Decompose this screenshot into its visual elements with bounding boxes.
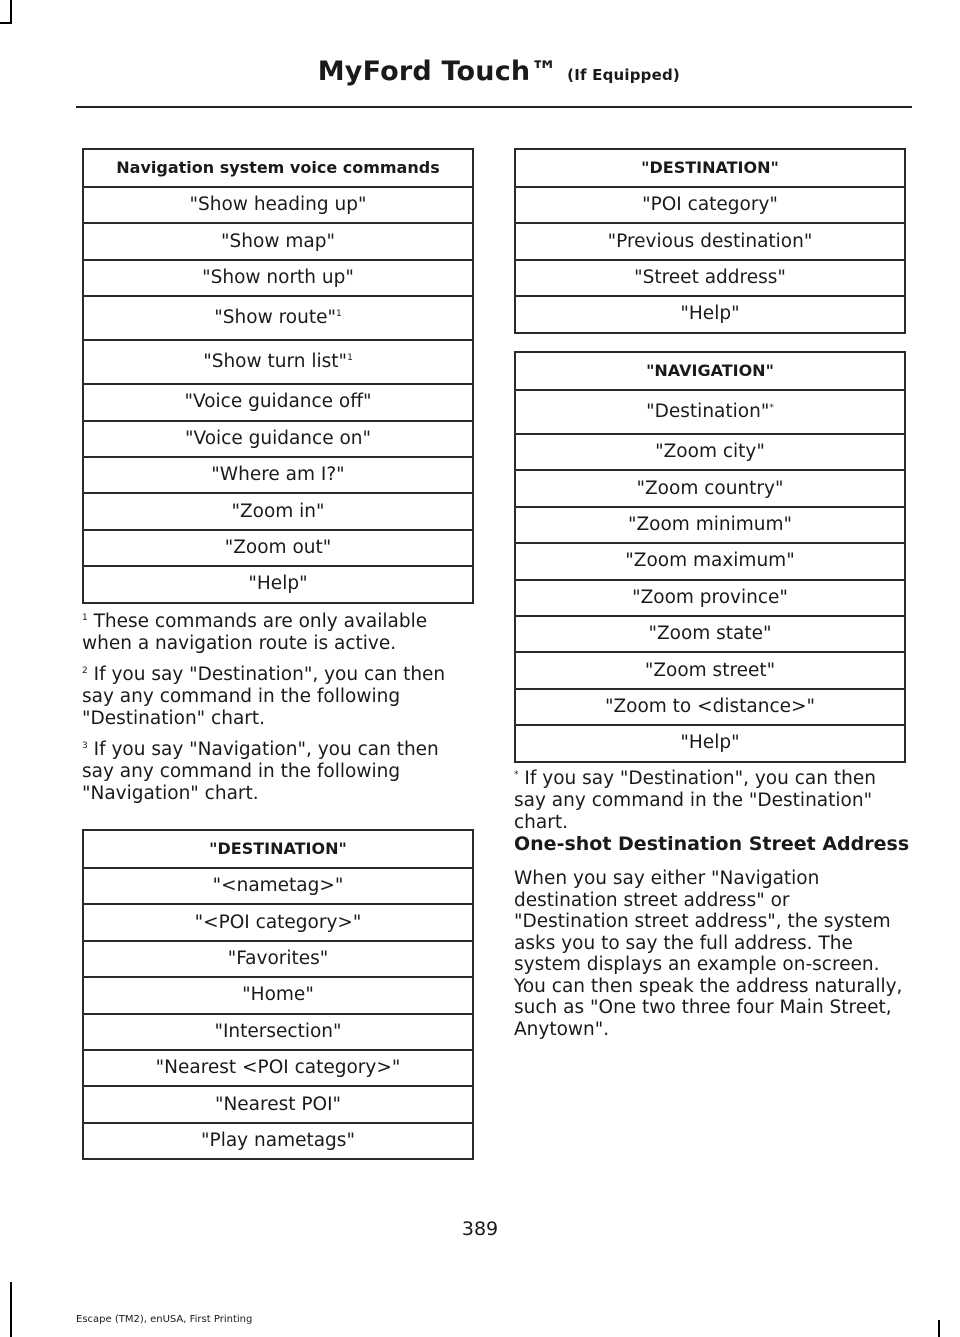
command-cell bbox=[83, 904, 473, 940]
command-text: "Show heading up" bbox=[189, 194, 367, 216]
command-text: "Zoom maximum" bbox=[625, 550, 795, 572]
footnote bbox=[82, 611, 476, 655]
table-row bbox=[515, 296, 905, 332]
command-cell bbox=[83, 457, 473, 493]
right-footnote bbox=[514, 768, 908, 843]
table-row bbox=[83, 260, 473, 296]
table-row bbox=[83, 493, 473, 529]
page-header bbox=[318, 56, 680, 87]
command-cell bbox=[515, 296, 905, 332]
command-text: "Help" bbox=[680, 303, 740, 325]
command-text: "Help" bbox=[680, 732, 740, 754]
table-row bbox=[515, 187, 905, 223]
table-row bbox=[515, 725, 905, 761]
command-cell bbox=[515, 689, 905, 725]
command-cell bbox=[83, 566, 473, 602]
destination-table-right bbox=[514, 148, 906, 334]
command-text: "Help" bbox=[248, 573, 308, 595]
table-row bbox=[83, 296, 473, 340]
command-text: "Play nametags" bbox=[201, 1129, 355, 1151]
navigation-table bbox=[514, 351, 906, 763]
command-cell bbox=[83, 384, 473, 420]
command-text: "<nametag>" bbox=[212, 875, 344, 897]
footnote-text: If you say "Navigation", you can then say any command in the following "Navigation" chart. bbox=[82, 739, 439, 804]
table-row bbox=[83, 1014, 473, 1050]
footnote-text: If you say "Destination", you can then say any command in the "Destination" chart. bbox=[514, 768, 876, 833]
nav-voice-commands-table bbox=[82, 148, 474, 604]
command-text: "Zoom to <distance>" bbox=[604, 695, 816, 717]
section-body: When you say either "Navigation destination street address" or "Destination street address", the system asks you to say the full address. The system displays an example on-screen. You can then speak the address naturally, such as "One two three four Main Street, Anytown". bbox=[514, 868, 903, 1040]
command-cell bbox=[515, 260, 905, 296]
command-cell bbox=[83, 1086, 473, 1122]
command-cell bbox=[515, 390, 905, 434]
command-cell bbox=[83, 1123, 473, 1159]
command-text: "Zoom out" bbox=[224, 536, 332, 558]
command-cell bbox=[83, 421, 473, 457]
command-cell bbox=[83, 1050, 473, 1086]
page-number: 389 bbox=[461, 1218, 499, 1240]
table-row bbox=[83, 566, 473, 602]
table-row bbox=[83, 1086, 473, 1122]
command-text: "Where am I?" bbox=[211, 464, 345, 486]
table-row bbox=[83, 1050, 473, 1086]
command-cell bbox=[83, 260, 473, 296]
table-row bbox=[515, 616, 905, 652]
footnote-ref: 1 bbox=[347, 353, 353, 364]
table-row bbox=[83, 530, 473, 566]
footnote-text: These commands are only available when a navigation route is active. bbox=[82, 611, 428, 654]
command-text: "Voice guidance on" bbox=[184, 427, 372, 449]
command-text: "Show turn list" bbox=[203, 351, 348, 373]
command-text: "Show north up" bbox=[202, 266, 354, 288]
command-text: "Intersection" bbox=[214, 1020, 342, 1042]
footnote-mark: 3 bbox=[82, 740, 88, 751]
command-text: "Zoom province" bbox=[632, 586, 788, 608]
command-text: "Favorites" bbox=[227, 947, 329, 969]
header-title: MyFord Touch™ bbox=[317, 56, 558, 87]
command-cell bbox=[515, 223, 905, 259]
header-subtitle: (If Equipped) bbox=[567, 66, 680, 84]
command-cell bbox=[83, 493, 473, 529]
command-cell bbox=[83, 1014, 473, 1050]
table-row bbox=[515, 689, 905, 725]
footnote bbox=[82, 739, 476, 805]
command-text: "Zoom street" bbox=[644, 659, 776, 681]
footnote-text: If you say "Destination", you can then say any command in the following "Destination" chart. bbox=[82, 664, 446, 729]
table-row bbox=[515, 543, 905, 579]
table-row bbox=[83, 868, 473, 904]
table-heading: "DESTINATION" bbox=[515, 149, 905, 187]
table-heading: "NAVIGATION" bbox=[515, 352, 905, 390]
command-text: "Zoom minimum" bbox=[627, 513, 793, 535]
left-footnotes bbox=[82, 611, 476, 814]
command-text: "Voice guidance off" bbox=[184, 391, 372, 413]
table-row bbox=[515, 507, 905, 543]
table-row bbox=[515, 652, 905, 688]
table-row bbox=[515, 470, 905, 506]
table-row bbox=[83, 384, 473, 420]
command-cell bbox=[515, 434, 905, 470]
command-cell bbox=[515, 187, 905, 223]
command-text: "Nearest <POI category>" bbox=[155, 1057, 401, 1079]
command-cell bbox=[83, 187, 473, 223]
table-row bbox=[83, 1123, 473, 1159]
footer-print-info: Escape (TM2), enUSA, First Printing bbox=[76, 1314, 253, 1325]
table-row bbox=[83, 187, 473, 223]
table-row bbox=[83, 340, 473, 384]
table-row bbox=[83, 941, 473, 977]
destination-table-left bbox=[82, 829, 474, 1160]
table-row bbox=[83, 904, 473, 940]
crop-mark bbox=[10, 1282, 12, 1337]
command-cell bbox=[515, 580, 905, 616]
command-cell bbox=[83, 977, 473, 1013]
command-cell bbox=[515, 543, 905, 579]
command-text: "Home" bbox=[242, 984, 314, 1006]
table-row bbox=[83, 457, 473, 493]
command-cell bbox=[83, 223, 473, 259]
command-text: "<POI category>" bbox=[194, 911, 362, 933]
table-heading: "DESTINATION" bbox=[83, 830, 473, 868]
table-heading: Navigation system voice commands bbox=[83, 149, 473, 187]
footnote-mark: 1 bbox=[82, 612, 88, 623]
crop-mark bbox=[938, 1320, 940, 1337]
command-text: "Zoom city" bbox=[655, 441, 765, 463]
command-cell bbox=[515, 616, 905, 652]
table-row bbox=[515, 390, 905, 434]
footnote-mark: 2 bbox=[82, 665, 88, 676]
command-text: "Previous destination" bbox=[607, 230, 813, 252]
command-cell bbox=[515, 470, 905, 506]
table-row bbox=[515, 260, 905, 296]
crop-mark bbox=[0, 22, 12, 24]
command-cell bbox=[83, 296, 473, 340]
command-text: "Zoom country" bbox=[636, 477, 784, 499]
table-row bbox=[83, 223, 473, 259]
command-text: "Destination" bbox=[646, 401, 770, 422]
command-text: "Street address" bbox=[634, 266, 786, 288]
command-text: "POI category" bbox=[642, 194, 778, 216]
command-cell bbox=[83, 530, 473, 566]
command-cell bbox=[83, 868, 473, 904]
command-cell bbox=[83, 941, 473, 977]
command-cell bbox=[515, 725, 905, 761]
footnote bbox=[82, 664, 476, 730]
table-row bbox=[83, 421, 473, 457]
command-text: "Show route" bbox=[214, 307, 336, 329]
table-row bbox=[83, 977, 473, 1013]
footnote-ref: * bbox=[769, 402, 774, 413]
crop-mark bbox=[10, 0, 12, 22]
table-row bbox=[515, 434, 905, 470]
command-text: "Nearest POI" bbox=[214, 1093, 342, 1115]
footnote-mark: * bbox=[514, 769, 519, 780]
header-rule bbox=[76, 106, 912, 108]
section-heading: One-shot Destination Street Address bbox=[514, 833, 910, 855]
footnote-ref: 1 bbox=[335, 309, 342, 320]
command-cell bbox=[515, 507, 905, 543]
command-text: "Zoom state" bbox=[648, 623, 772, 645]
command-cell bbox=[515, 652, 905, 688]
command-text: "Zoom in" bbox=[231, 500, 325, 522]
table-row bbox=[515, 580, 905, 616]
command-text: "Show map" bbox=[221, 230, 335, 252]
table-row bbox=[515, 223, 905, 259]
command-cell bbox=[83, 340, 473, 384]
